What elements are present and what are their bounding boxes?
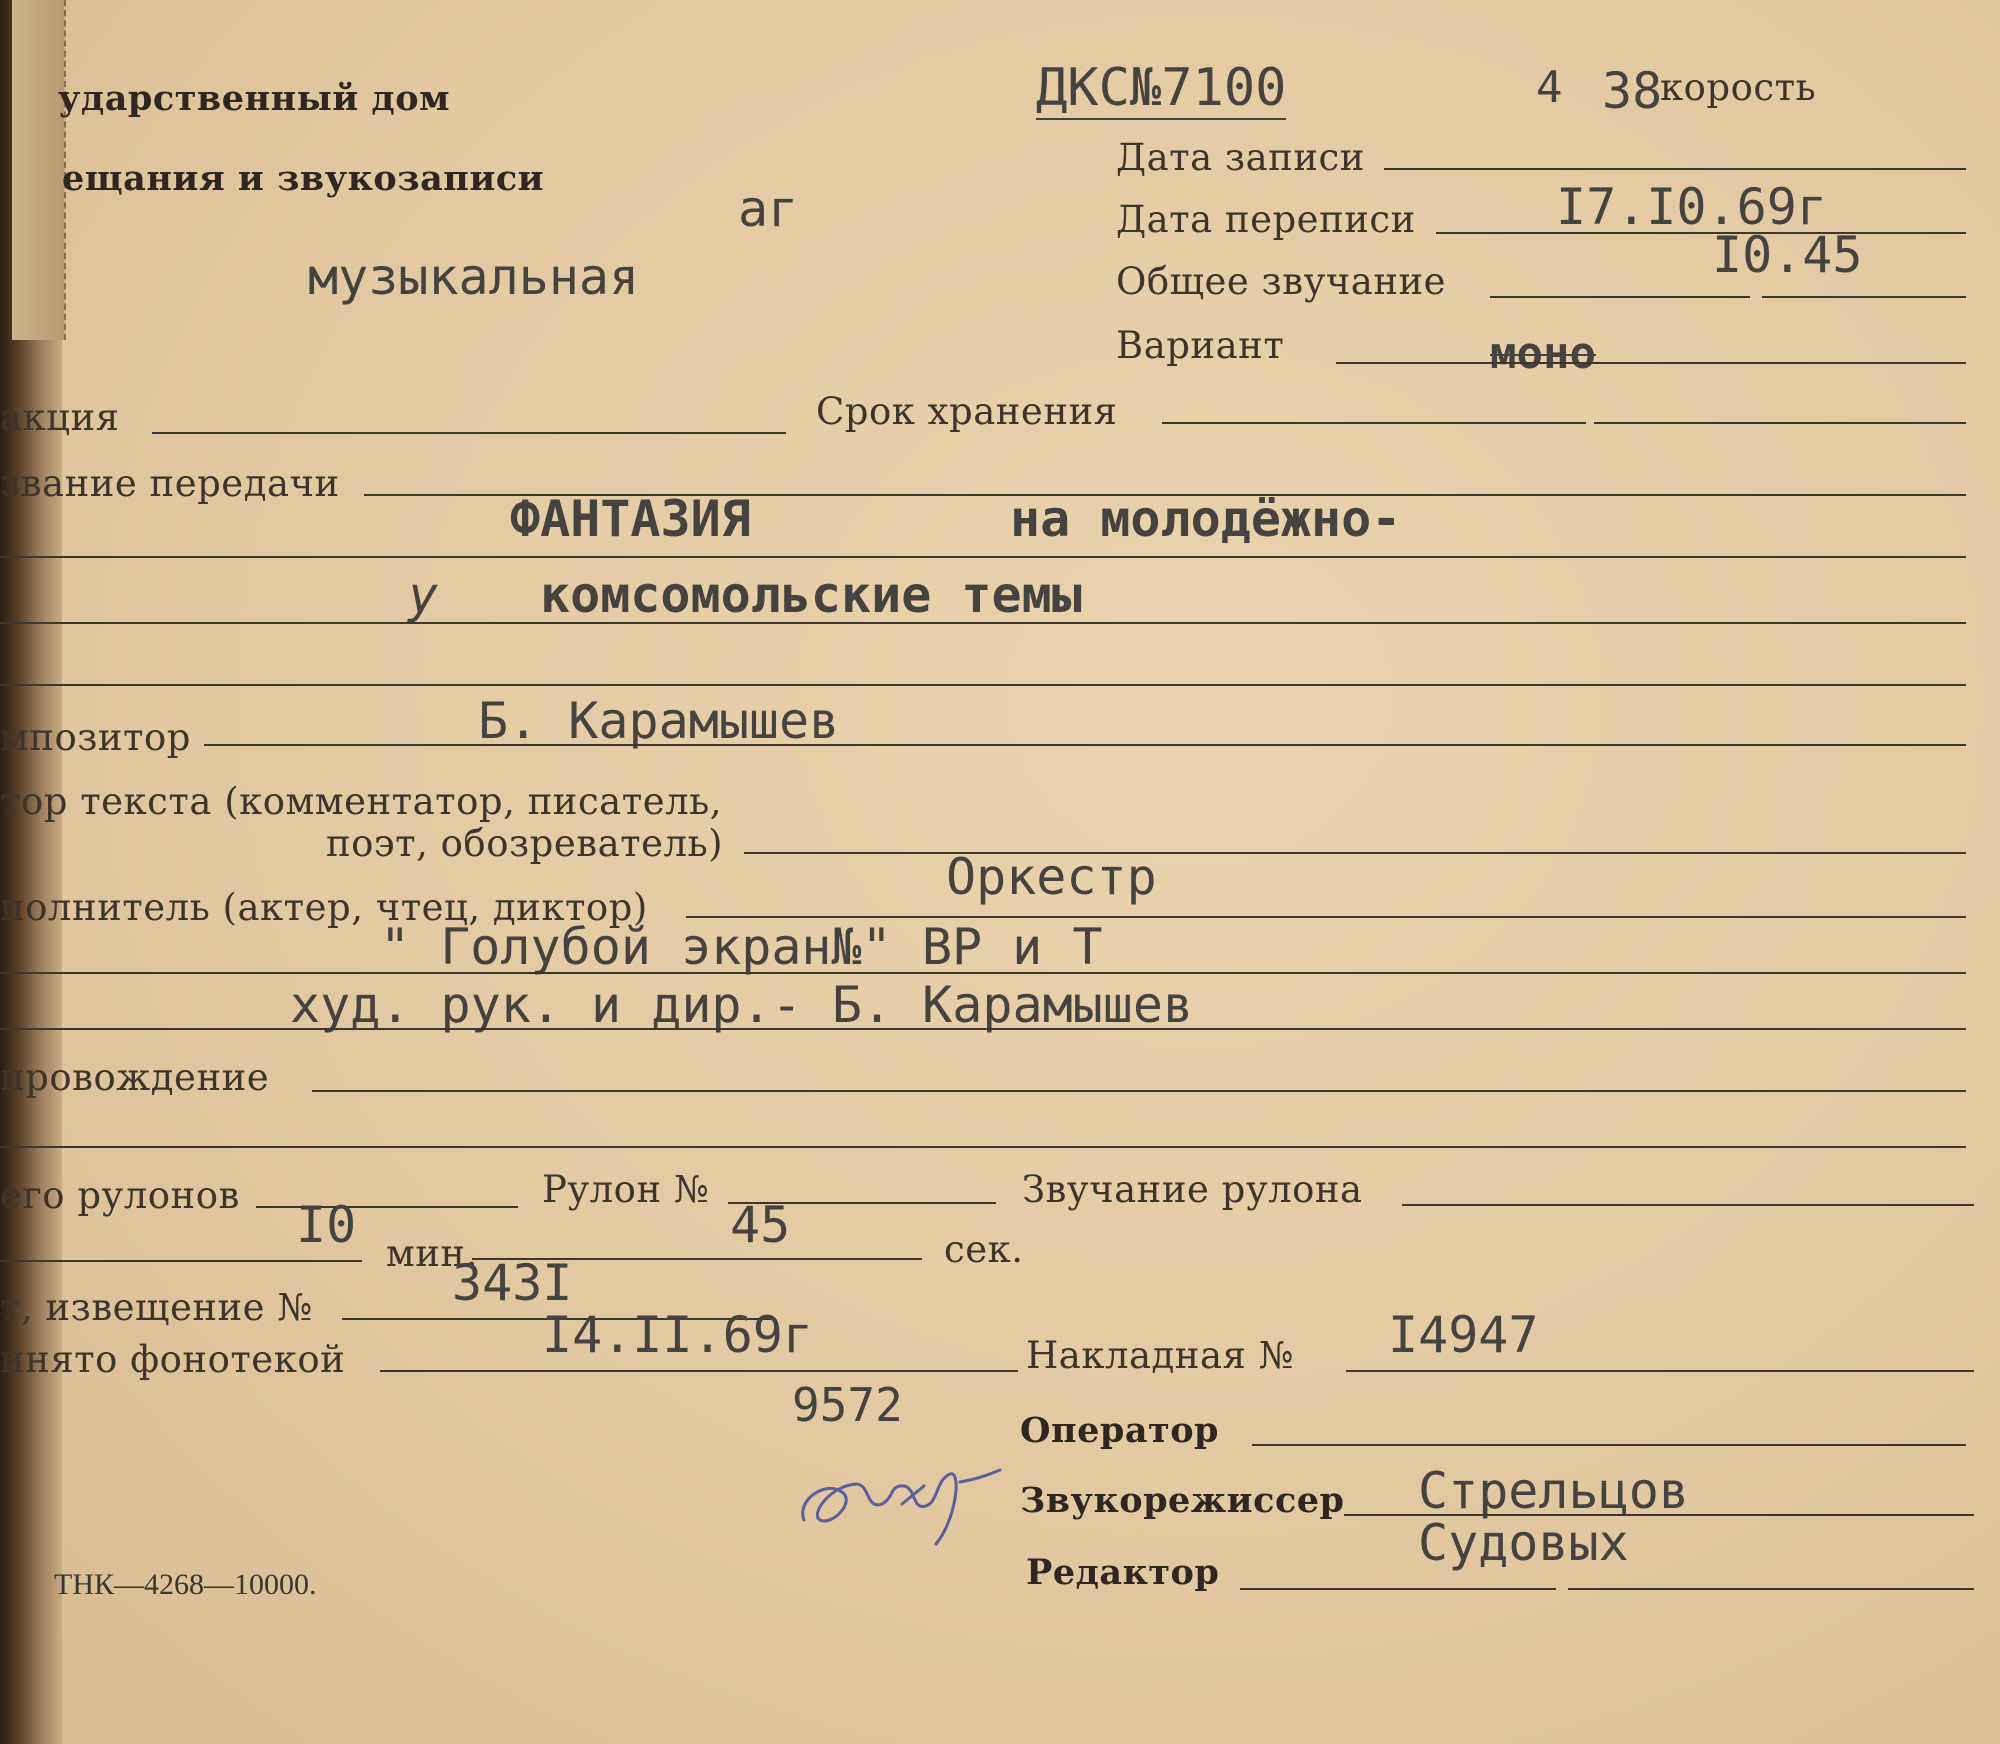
extra-number: 9572 — [792, 1378, 903, 1432]
title-line-2-rule — [0, 622, 1966, 624]
performer-line-2: " Голубой экран№" ВР и Т — [380, 918, 1103, 976]
editor-line-1 — [1240, 1588, 1556, 1590]
signature — [786, 1440, 1026, 1560]
performer-label: полнитель (актер, чтец, диктор) — [0, 886, 648, 929]
accepted-value: I4.II.69г — [542, 1306, 813, 1364]
org-line-1: ударственный дом — [58, 78, 451, 119]
title-line-1-b: на молодёжно- — [1010, 490, 1402, 548]
department: музыкальная — [308, 248, 640, 306]
performer-rule-3 — [0, 1028, 1966, 1030]
speed-label: корость — [1660, 66, 1817, 109]
speed-value: 38 — [1602, 62, 1663, 120]
print-code: ТНК—4268—10000. — [54, 1568, 317, 1601]
copy-date-value: I7.I0.69г — [1556, 178, 1827, 236]
title-line-3-rule — [0, 684, 1966, 686]
dept-code: аг — [738, 180, 799, 238]
invoice-line — [1346, 1370, 1974, 1372]
minutes-value: I0 — [296, 1196, 357, 1254]
edition-label: акция — [0, 396, 120, 439]
total-sound-line-2 — [1762, 296, 1966, 298]
roll-sound-label: Звучание рулона — [1022, 1168, 1363, 1211]
title-line-1 — [0, 556, 1966, 558]
storage-line-2 — [1594, 422, 1966, 424]
invoice-value: I4947 — [1388, 1306, 1539, 1364]
composer-label: мпозитор — [0, 716, 191, 759]
edition-line — [152, 432, 786, 434]
operator-line — [1252, 1444, 1966, 1446]
catalog-number: ДКС№7100 — [1036, 58, 1287, 118]
rolls-label: его рулонов — [0, 1174, 240, 1217]
variant-line — [1336, 362, 1966, 364]
org-line-2: ещания и звукозаписи — [62, 158, 545, 199]
composer-line — [204, 744, 1966, 746]
editor-label: Редактор — [1026, 1552, 1220, 1593]
total-sound-value: I0.45 — [1712, 226, 1863, 284]
variant-label: Вариант — [1116, 324, 1285, 367]
title-line-2: комсомольские темы — [540, 566, 1082, 624]
title-mark: у — [408, 566, 439, 624]
seconds-value: 45 — [730, 1196, 791, 1254]
track-mark: 4 — [1536, 62, 1563, 113]
copy-date-label: Дата переписи — [1116, 198, 1416, 241]
sound-engineer-label: Звукорежиссер — [1020, 1480, 1345, 1521]
roll-sound-line — [1402, 1204, 1974, 1206]
seconds-label: сек. — [944, 1228, 1024, 1271]
torn-edge — [12, 0, 66, 340]
accepted-label: инято фонотекой — [0, 1338, 346, 1381]
record-date-line — [1384, 168, 1966, 170]
variant-value: моно — [1490, 328, 1596, 379]
composer-value: Б. Карамышев — [478, 692, 840, 750]
notice-value: 343I — [452, 1254, 573, 1312]
performer-rule-2 — [0, 972, 1966, 974]
author-label-2: поэт, обозреватель) — [326, 822, 724, 865]
editor-line-2 — [1568, 1588, 1974, 1590]
editor-value: Судовых — [1418, 1514, 1629, 1572]
title-label: звание передачи — [0, 462, 340, 505]
accompaniment-label: провождение — [0, 1056, 270, 1099]
minutes-line — [0, 1260, 362, 1262]
author-label-1: тор текста (комментатор, писатель, — [0, 780, 723, 823]
copy-date-line — [1436, 232, 1966, 234]
invoice-label: Накладная № — [1026, 1334, 1295, 1377]
minutes-label: мин. — [386, 1232, 478, 1275]
author-line — [744, 852, 1966, 854]
operator-label: Оператор — [1020, 1410, 1220, 1451]
notice-label: т, извещение № — [0, 1286, 313, 1329]
roll-no-label: Рулон № — [542, 1168, 710, 1211]
accompaniment-line-1 — [312, 1090, 1966, 1092]
accepted-line — [380, 1370, 1018, 1372]
record-date-label: Дата записи — [1116, 136, 1365, 179]
total-sound-label: Общее звучание — [1116, 260, 1447, 303]
performer-line-1: Оркестр — [946, 848, 1157, 906]
performer-line-3: худ. рук. и дир.- Б. Карамышев — [290, 976, 1194, 1034]
sound-engineer-value: Стрельцов — [1418, 1462, 1689, 1520]
storage-line-1 — [1162, 422, 1586, 424]
accompaniment-line-2 — [0, 1146, 1966, 1148]
title-line-1-a: ФАНТАЗИЯ — [510, 490, 751, 548]
storage-label: Срок хранения — [816, 390, 1118, 433]
total-sound-line-1 — [1490, 296, 1750, 298]
